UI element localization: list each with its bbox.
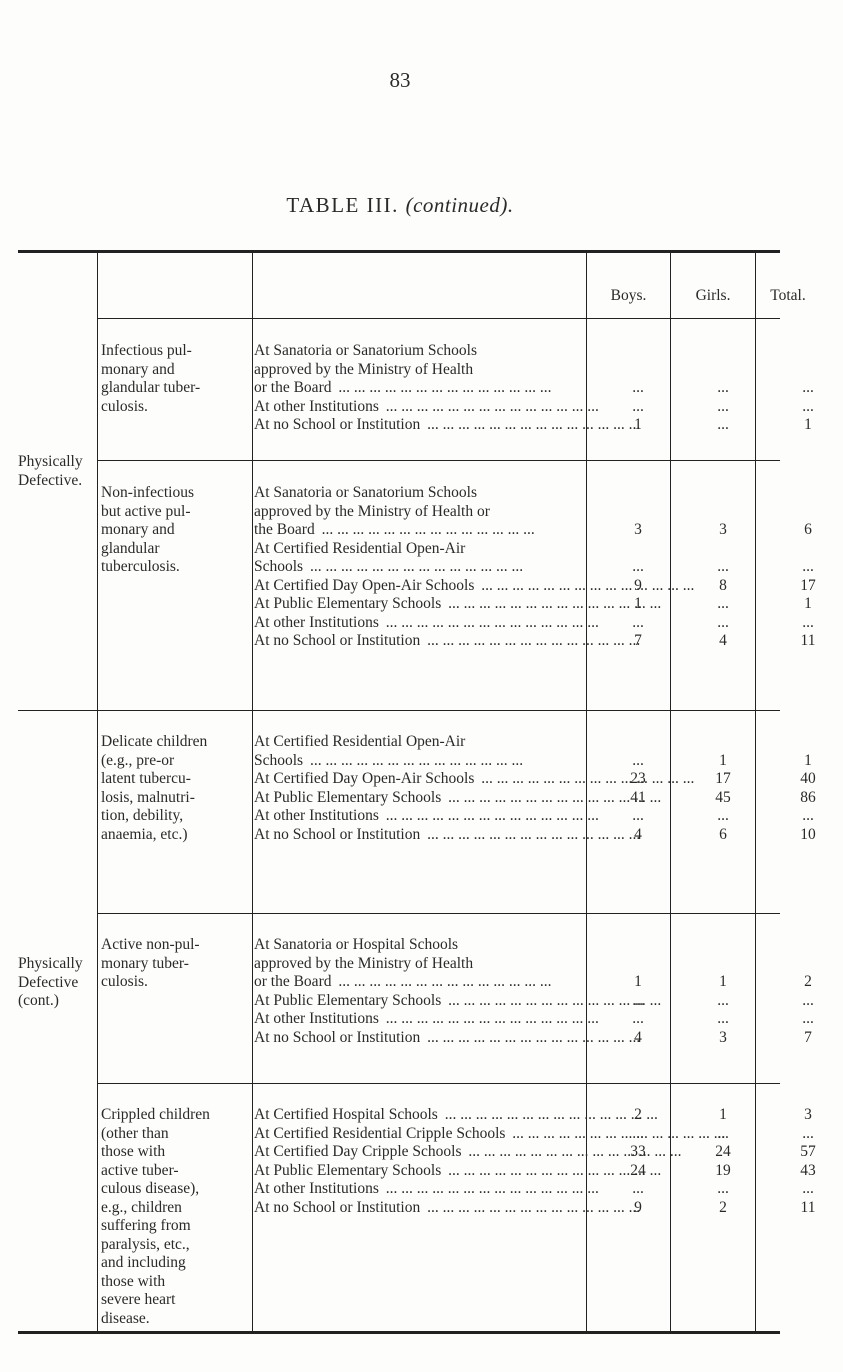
row-label-text: At other Institutions xyxy=(254,1180,382,1197)
condition-delicate: Delicate children (e.g., pre-or latent tubercu- losis, malnutri- tion, debility, anaemia, etc.) xyxy=(101,733,208,843)
row-label xyxy=(254,807,590,826)
row-label-text: or the Board xyxy=(254,379,334,396)
row-label xyxy=(254,936,590,955)
cell-girls: 24 xyxy=(715,1143,731,1160)
cell-girls: ... xyxy=(717,416,729,433)
cell-girls: ... xyxy=(717,1124,729,1142)
cell-boys: 4 xyxy=(634,825,642,843)
table-row xyxy=(254,416,812,435)
cell-girls: 1 xyxy=(719,973,727,990)
row-label-text: At Certified Residential Open-Air xyxy=(254,540,468,557)
cell-total: ... xyxy=(802,1180,814,1197)
cell-boys: 33 xyxy=(630,1143,646,1160)
cell-boys: ... xyxy=(632,558,644,575)
cell-boys: ... xyxy=(632,807,644,824)
table-row xyxy=(254,1010,814,1029)
cell-total: ... xyxy=(802,379,814,396)
table-row xyxy=(254,521,812,540)
cell-girls: 8 xyxy=(719,576,727,594)
row-label xyxy=(254,973,590,992)
table-row xyxy=(254,733,778,752)
cell-girls: 4 xyxy=(719,632,727,649)
row-label-text: At Certified Residential Cripple Schools xyxy=(254,1125,508,1142)
row-label-text: At Certified Residential Open-Air xyxy=(254,733,468,750)
cell-girls: ... xyxy=(717,991,729,1009)
cell-girls: 17 xyxy=(715,770,731,787)
cell-girls: 3 xyxy=(719,1028,727,1046)
group-rule xyxy=(18,710,780,711)
cell-boys: 9 xyxy=(634,576,642,594)
cell-total: 1 xyxy=(804,751,812,769)
cell-girls: ... xyxy=(717,558,729,575)
row-label-text: At Certified Hospital Schools xyxy=(254,1106,441,1123)
condition-non-infectious: Non-infectious but active pul- monary and glandular tuberculosis. xyxy=(101,484,194,575)
cell-total: 1 xyxy=(804,416,812,433)
table-row xyxy=(254,503,778,522)
row-label xyxy=(254,770,590,789)
cell-girls: ... xyxy=(717,379,729,396)
row-label-text: At Sanatoria or Sanatorium Schools xyxy=(254,342,480,359)
table-title-main: TABLE III. xyxy=(286,193,399,217)
cell-boys: 23 xyxy=(630,770,646,787)
table-row xyxy=(254,632,816,651)
cell-boys: 1 xyxy=(634,973,642,990)
cell-total: 3 xyxy=(804,1106,812,1123)
cell-boys: 9 xyxy=(634,1198,642,1216)
row-label-text: Schools xyxy=(254,752,306,769)
bottom-rule xyxy=(18,1331,780,1334)
row-label xyxy=(254,361,590,380)
row-label-text: At Public Elementary Schools xyxy=(254,595,444,612)
section-rule-4 xyxy=(97,1083,780,1084)
row-label xyxy=(254,595,590,614)
cell-boys: ... xyxy=(632,1124,644,1142)
row-label xyxy=(254,752,590,771)
group-label-physically-defective-cont: Physically Defective (cont.) xyxy=(18,955,83,1009)
cell-boys: ... xyxy=(632,751,644,769)
table-row xyxy=(254,825,816,845)
table-row xyxy=(254,973,812,992)
row-label-text: the Board xyxy=(254,521,318,538)
row-label xyxy=(254,614,590,633)
section-rule-1 xyxy=(97,460,780,461)
table-row xyxy=(254,613,814,633)
table-title-continued: (continued). xyxy=(405,193,514,217)
cell-girls: ... xyxy=(717,595,729,612)
row-label xyxy=(254,1180,590,1199)
cell-total: ... xyxy=(802,1124,814,1142)
row-label xyxy=(254,379,590,398)
row-label xyxy=(254,521,590,540)
cell-boys: ... xyxy=(632,613,644,631)
row-label xyxy=(254,1029,590,1048)
cell-total: 17 xyxy=(800,576,816,594)
cell-girls: ... xyxy=(717,1010,729,1027)
table-row xyxy=(254,484,778,503)
condition-infectious: Infectious pul- monary and glandular tuber- culosis. xyxy=(101,342,201,415)
cell-total: 7 xyxy=(804,1028,812,1046)
condition-active-non-pulmonary: Active non-pul- monary tuber- culosis. xyxy=(101,936,200,990)
row-label-text: At Certified Day Open-Air Schools xyxy=(254,770,477,787)
table-row xyxy=(254,1028,812,1048)
row-label-text: At no School or Institution xyxy=(254,826,423,843)
cell-boys: 24 xyxy=(630,1161,646,1179)
row-label-text: Schools xyxy=(254,558,306,575)
row-label xyxy=(254,826,590,845)
row-label-text: At Certified Day Open-Air Schools xyxy=(254,577,477,594)
row-label-text: At other Institutions xyxy=(254,398,382,415)
cell-boys: ... xyxy=(632,397,644,415)
row-label xyxy=(254,1010,590,1029)
table-row xyxy=(254,770,816,789)
row-label-text: At Public Elementary Schools xyxy=(254,1162,444,1179)
cell-boys: 4 xyxy=(634,1028,642,1046)
cell-boys: 3 xyxy=(634,521,642,538)
cell-total: ... xyxy=(802,397,814,415)
row-label xyxy=(254,540,590,559)
row-label xyxy=(254,342,590,361)
cell-girls: 45 xyxy=(715,788,731,806)
row-label xyxy=(254,416,590,435)
header-total: Total. xyxy=(770,287,806,304)
cell-girls: 2 xyxy=(719,1198,727,1216)
cell-total: ... xyxy=(802,613,814,631)
table-row xyxy=(254,1106,812,1125)
cell-girls: ... xyxy=(717,613,729,631)
header-girls: Girls. xyxy=(695,287,731,304)
cell-total: ... xyxy=(802,1010,814,1027)
row-label-text: At other Institutions xyxy=(254,614,382,631)
row-label xyxy=(254,1143,590,1162)
row-label-text: approved by the Ministry of Health or xyxy=(254,503,493,520)
row-label xyxy=(254,577,590,596)
cell-total: ... xyxy=(802,991,814,1009)
row-label xyxy=(254,1162,590,1181)
cell-girls: 1 xyxy=(719,1106,727,1123)
table-row xyxy=(254,361,778,380)
cell-girls: ... xyxy=(717,807,729,824)
page-number: 83 xyxy=(389,68,411,92)
row-label-text: At no School or Institution xyxy=(254,1029,423,1046)
cell-boys: ... xyxy=(632,991,644,1009)
row-label-text: At Sanatoria or Sanatorium Schools xyxy=(254,484,480,501)
row-label xyxy=(254,789,590,808)
table-row xyxy=(254,955,778,974)
table-row xyxy=(254,558,814,577)
row-label xyxy=(254,992,590,1011)
table-row xyxy=(254,788,816,808)
cell-total: 11 xyxy=(800,1198,816,1216)
row-label-text: At Public Elementary Schools xyxy=(254,992,444,1009)
table-row xyxy=(254,1143,816,1162)
table-row xyxy=(254,807,814,826)
table-row xyxy=(254,595,812,614)
cell-girls: 6 xyxy=(719,825,727,843)
row-label xyxy=(254,733,590,752)
cell-girls: 19 xyxy=(715,1161,731,1179)
row-label xyxy=(254,398,590,417)
cell-boys: 1 xyxy=(634,595,642,612)
cell-total: 86 xyxy=(800,788,816,806)
cell-boys: ... xyxy=(632,1180,644,1197)
table-row xyxy=(254,991,814,1011)
row-label-text: or the Board xyxy=(254,973,334,990)
cell-total: 1 xyxy=(804,595,812,612)
cell-girls: ... xyxy=(717,397,729,415)
table-row xyxy=(254,397,814,417)
row-label xyxy=(254,632,590,651)
row-label-text: At no School or Institution xyxy=(254,632,423,649)
cell-boys: 7 xyxy=(634,632,642,649)
table-row xyxy=(254,1180,814,1199)
row-label-text: At Public Elementary Schools xyxy=(254,789,444,806)
row-label-text: approved by the Ministry of Health xyxy=(254,955,476,972)
table-row xyxy=(254,576,816,596)
table-title xyxy=(0,193,800,218)
section-rule-3 xyxy=(97,913,780,914)
row-label-text: At other Institutions xyxy=(254,1010,382,1027)
cell-total: ... xyxy=(802,558,814,575)
top-rule xyxy=(18,250,780,253)
col-divider-1 xyxy=(97,250,98,1333)
row-label-text: At no School or Institution xyxy=(254,1199,423,1216)
cell-total: 6 xyxy=(804,521,812,538)
header-rule xyxy=(97,318,780,319)
cell-girls: 3 xyxy=(719,521,727,538)
row-label xyxy=(254,558,590,577)
row-label-text: approved by the Ministry of Health xyxy=(254,361,476,378)
table-row xyxy=(254,751,812,771)
table-row xyxy=(254,379,814,398)
group-label-physically-defective: Physically Defective. xyxy=(18,453,83,489)
table-row xyxy=(254,342,778,361)
table-row xyxy=(254,540,778,559)
row-label-text: At no School or Institution xyxy=(254,416,423,433)
table-row xyxy=(254,1124,814,1144)
cell-girls: 1 xyxy=(719,751,727,769)
row-label xyxy=(254,503,590,522)
cell-total: 11 xyxy=(800,632,816,649)
cell-total: 2 xyxy=(804,973,812,990)
row-label xyxy=(254,955,590,974)
row-label xyxy=(254,1125,590,1144)
cell-total: 40 xyxy=(800,770,816,787)
cell-total: 43 xyxy=(800,1161,816,1179)
cell-total: 57 xyxy=(800,1143,816,1160)
row-label-text: At Sanatoria or Hospital Schools xyxy=(254,936,461,953)
cell-boys: 41 xyxy=(630,788,646,806)
cell-boys: 2 xyxy=(634,1106,642,1123)
cell-girls: ... xyxy=(717,1180,729,1197)
table-row xyxy=(254,1161,816,1181)
row-label-text: At Certified Day Cripple Schools xyxy=(254,1143,465,1160)
table-row xyxy=(254,1198,816,1218)
condition-crippled: Crippled children (other than those with active tuber- culous disease), e.g., children suffering from paralysis, etc., and including those with severe heart disease. xyxy=(101,1106,210,1327)
row-label xyxy=(254,1199,590,1218)
cell-boys: 1 xyxy=(634,416,642,433)
row-label-text: At other Institutions xyxy=(254,807,382,824)
row-label xyxy=(254,1106,590,1125)
cell-total: ... xyxy=(802,807,814,824)
cell-boys: ... xyxy=(632,379,644,396)
row-label xyxy=(254,484,590,503)
cell-total: 10 xyxy=(800,825,816,843)
cell-boys: ... xyxy=(632,1010,644,1027)
col-divider-2 xyxy=(252,250,253,1333)
table-row xyxy=(254,936,778,955)
header-boys: Boys. xyxy=(610,287,647,304)
